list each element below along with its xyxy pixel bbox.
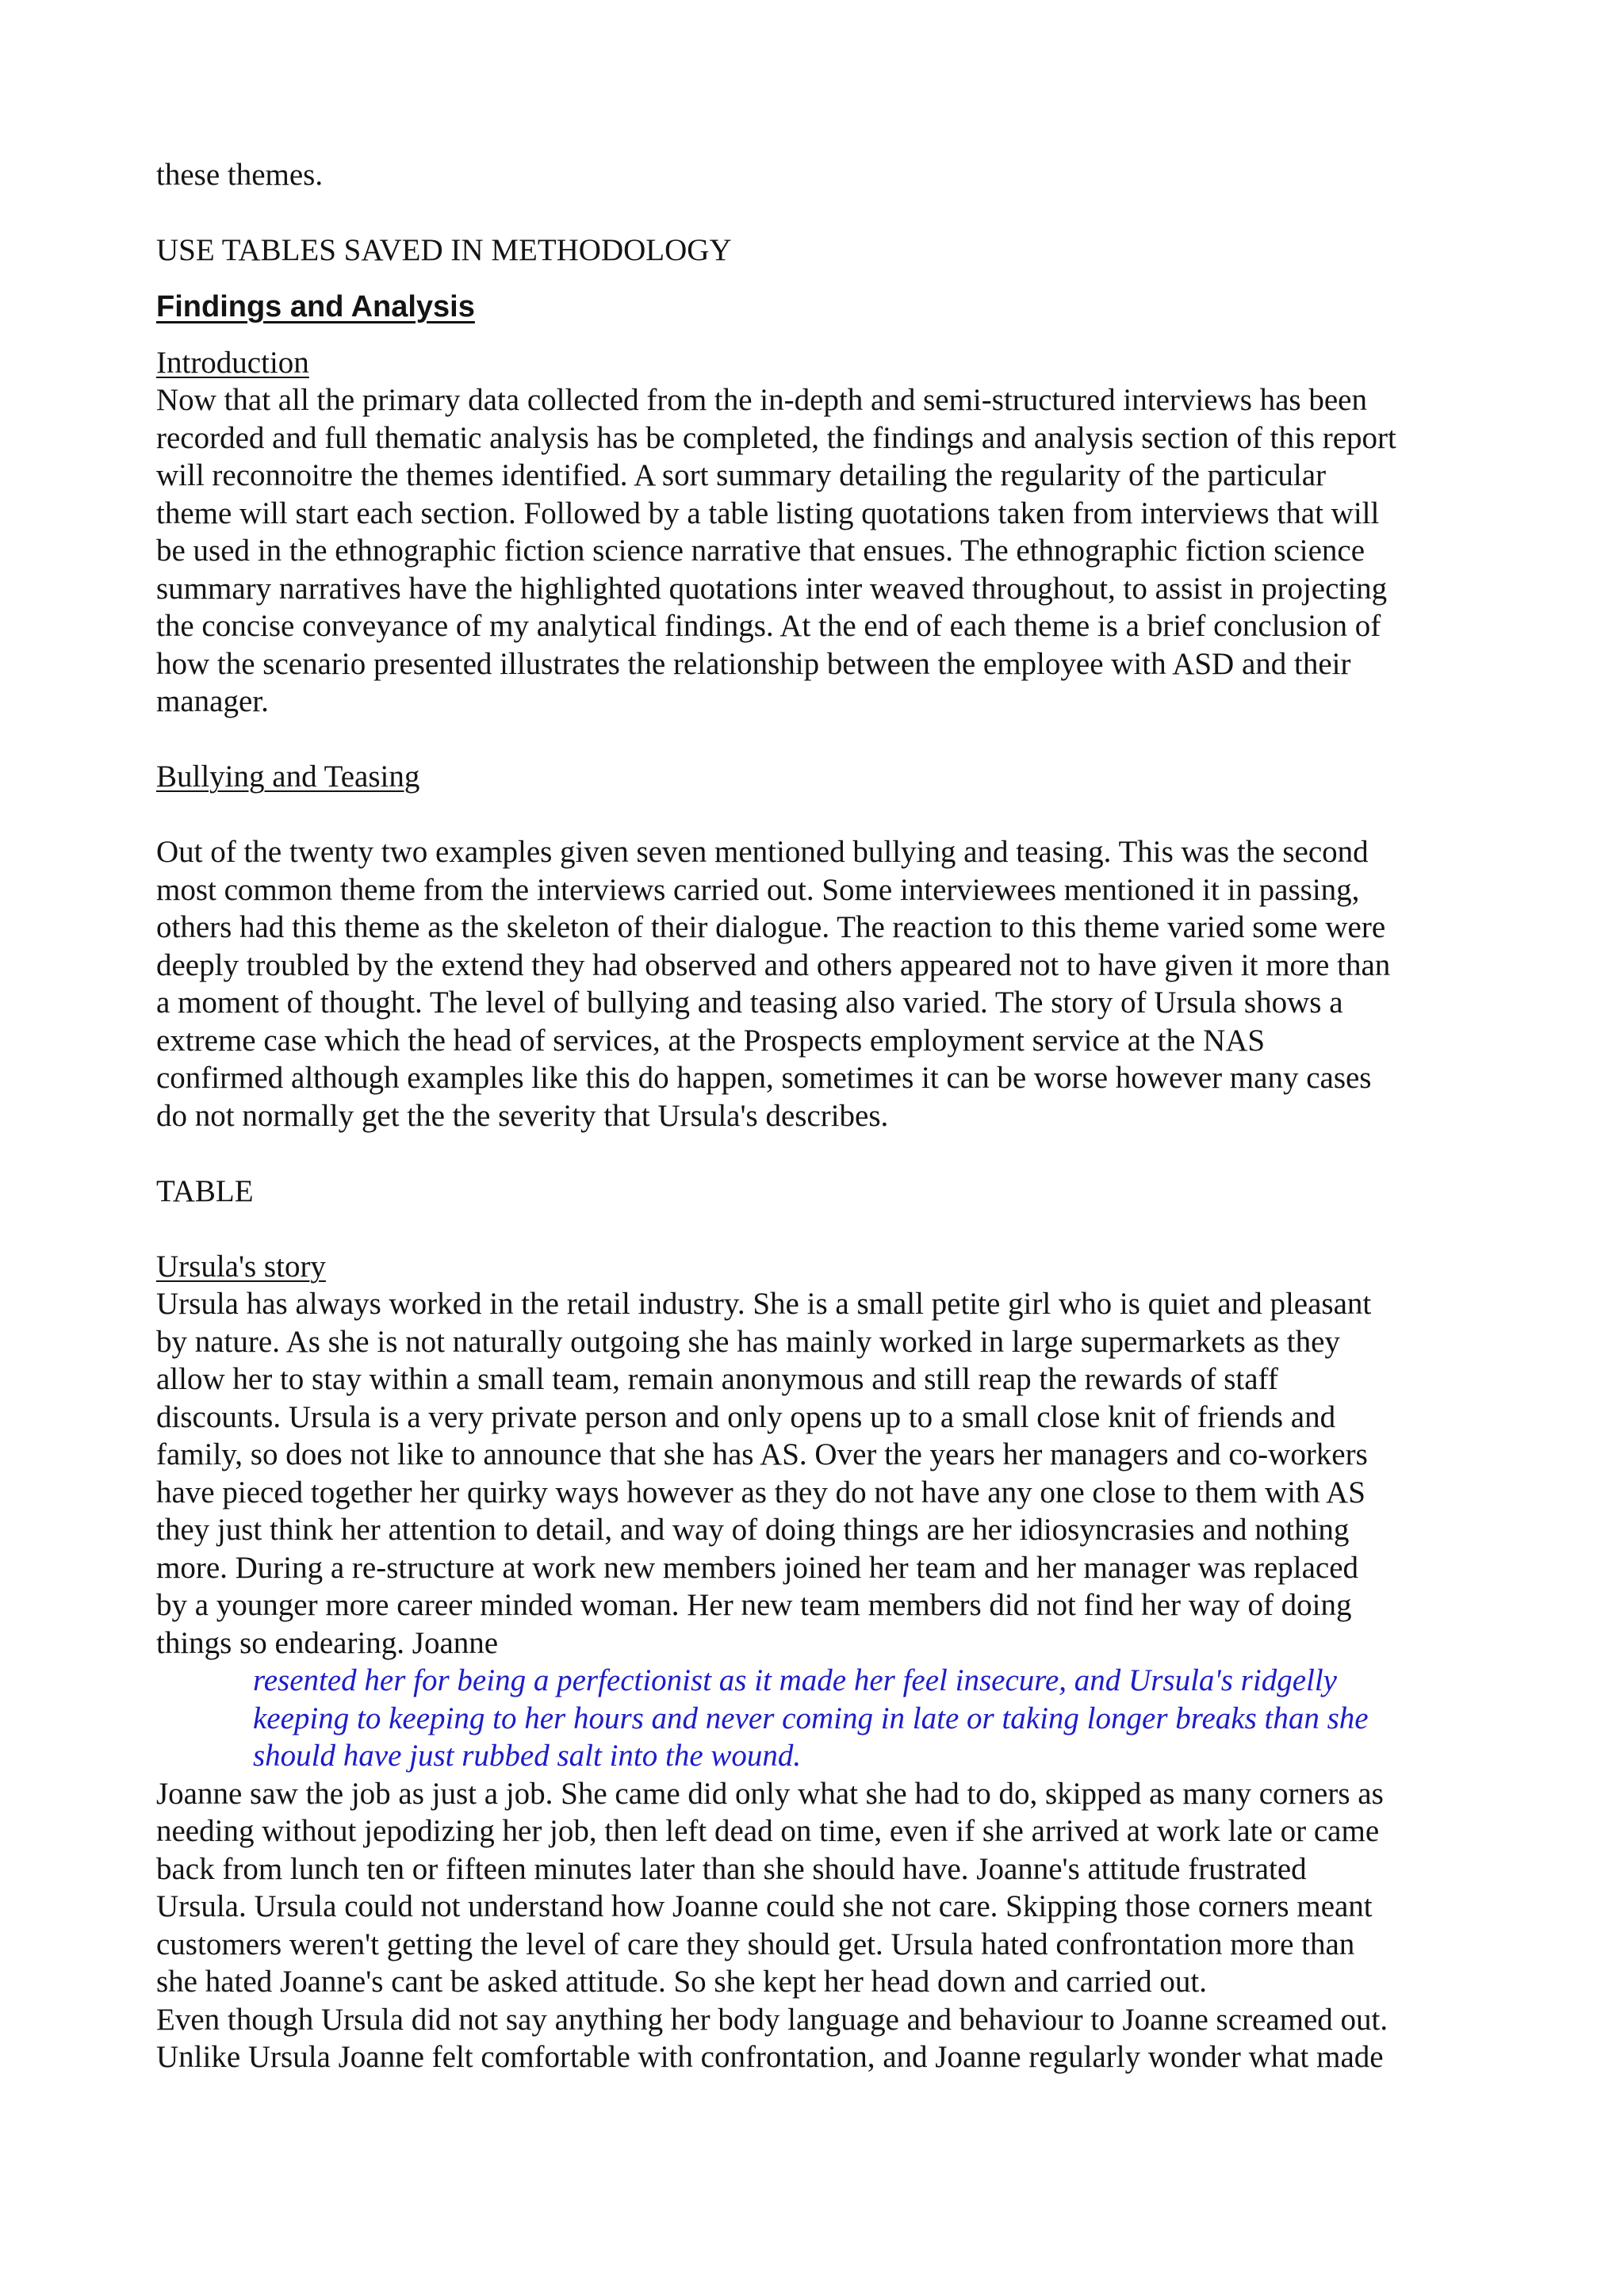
paragraph-line: customers weren't getting the level of care they should get. Ursula hated confrontation more than xyxy=(156,1927,1355,1961)
paragraph-line: needing without jepodizing her job, then left dead on time, even if she arrived at work late or came xyxy=(156,1814,1380,1848)
paragraph-line: Even though Ursula did not say anything her body language and behaviour to Joanne screamed out. xyxy=(156,2002,1388,2037)
paragraph-line: back from lunch ten or fifteen minutes later than she should have. Joanne's attitude frustrated xyxy=(156,1851,1307,1886)
instruction-note: USE TABLES SAVED IN METHODOLOGY xyxy=(156,233,732,267)
ursula-heading: Ursula's story xyxy=(156,1249,326,1284)
paragraph-line: Ursula. Ursula could not understand how Joanne could she not care. Skipping those corners meant xyxy=(156,1889,1373,1923)
paragraph-line: Out of the twenty two examples given seven mentioned bullying and teasing. This was the second xyxy=(156,835,1369,869)
paragraph-line: manager. xyxy=(156,684,269,718)
paragraph-line: Unlike Ursula Joanne felt comfortable with confrontation, and Joanne regularly wonder what made xyxy=(156,2040,1384,2074)
paragraph-line: confirmed although examples like this do happen, sometimes it can be worse however many cases xyxy=(156,1061,1372,1095)
paragraph-line: recorded and full thematic analysis has be completed, the findings and analysis section of this report xyxy=(156,420,1396,455)
ursula-paragraph xyxy=(156,1285,1473,1662)
paragraph-line: do not normally get the the severity that Ursula's describes. xyxy=(156,1098,889,1133)
paragraph-line: things so endearing. Joanne xyxy=(156,1625,499,1660)
ursula-paragraph-continued xyxy=(156,1775,1473,2076)
paragraph-line: family, so does not like to announce that she has AS. Over the years her managers and co-workers xyxy=(156,1437,1368,1471)
paragraph-line: most common theme from the interviews carried out. Some interviewees mentioned it in passing, xyxy=(156,872,1360,907)
bullying-paragraph xyxy=(156,833,1473,1135)
paragraph-line: by a younger more career minded woman. Her new team members did not find her way of doing xyxy=(156,1588,1352,1622)
paragraph-line: she hated Joanne's cant be asked attitude. So she kept her head down and carried out. xyxy=(156,1965,1208,1999)
table-placeholder: TABLE xyxy=(156,1173,254,1208)
paragraph-line: how the scenario presented illustrates the relationship between the employee with ASD and their xyxy=(156,646,1351,681)
paragraph-line: extreme case which the head of services, at the Prospects employment service at the NAS xyxy=(156,1023,1266,1058)
quotation-line: should have just rubbed salt into the wound. xyxy=(253,1739,802,1773)
paragraph-line: deeply troubled by the extend they had observed and others appeared not to have given it more than xyxy=(156,947,1391,982)
paragraph-line: summary narratives have the highlighted quotations inter weaved throughout, to assist in projecting xyxy=(156,571,1388,606)
paragraph-line: by nature. As she is not naturally outgoing she has mainly worked in large supermarkets as they xyxy=(156,1324,1340,1359)
paragraph-line: will reconnoitre the themes identified. A sort summary detailing the regularity of the particular xyxy=(156,458,1327,492)
document-body xyxy=(156,156,1473,2076)
paragraph-line: be used in the ethnographic fiction science narrative that ensues. The ethnographic fiction science xyxy=(156,534,1365,568)
paragraph-line: a moment of thought. The level of bullying and teasing also varied. The story of Ursula shows a xyxy=(156,985,1343,1020)
quotation-line: keeping to keeping to her hours and never coming in late or taking longer breaks than she xyxy=(253,1701,1369,1735)
introduction-paragraph xyxy=(156,381,1473,721)
paragraph-line: Ursula has always worked in the retail industry. She is a small petite girl who is quiet and pleasant xyxy=(156,1287,1372,1321)
introduction-heading: Introduction xyxy=(156,345,309,380)
quotation-line: resented her for being a perfectionist as it made her feel insecure, and Ursula's ridgelly xyxy=(253,1663,1337,1697)
paragraph-line: Joanne saw the job as just a job. She came did only what she had to do, skipped as many corners as xyxy=(156,1776,1384,1811)
paragraph-line: others had this theme as the skeleton of their dialogue. The reaction to this theme varied some were xyxy=(156,910,1386,944)
highlighted-quotation xyxy=(156,1662,1473,1775)
paragraph-line: have pieced together her quirky ways however as they do not have any one close to them with AS xyxy=(156,1475,1365,1510)
paragraph-line: they just think her attention to detail, and way of doing things are her idiosyncrasies and nothing xyxy=(156,1513,1350,1547)
paragraph-line: the concise conveyance of my analytical findings. At the end of each theme is a brief conclusion of xyxy=(156,609,1381,643)
paragraph-line: theme will start each section. Followed by a table listing quotations taken from interviews that will xyxy=(156,496,1380,530)
bullying-heading: Bullying and Teasing xyxy=(156,760,420,794)
paragraph-line: allow her to stay within a small team, remain anonymous and still reap the rewards of staff xyxy=(156,1362,1278,1396)
paragraph-line: more. During a re-structure at work new members joined her team and her manager was replaced xyxy=(156,1550,1359,1585)
intro-fragment: these themes. xyxy=(156,158,324,192)
section-title: Findings and Analysis xyxy=(156,289,475,323)
paragraph-line: Now that all the primary data collected from the in-depth and semi-structured interviews has been xyxy=(156,383,1367,417)
paragraph-line: discounts. Ursula is a very private person and only opens up to a small close knit of friends and xyxy=(156,1399,1336,1434)
